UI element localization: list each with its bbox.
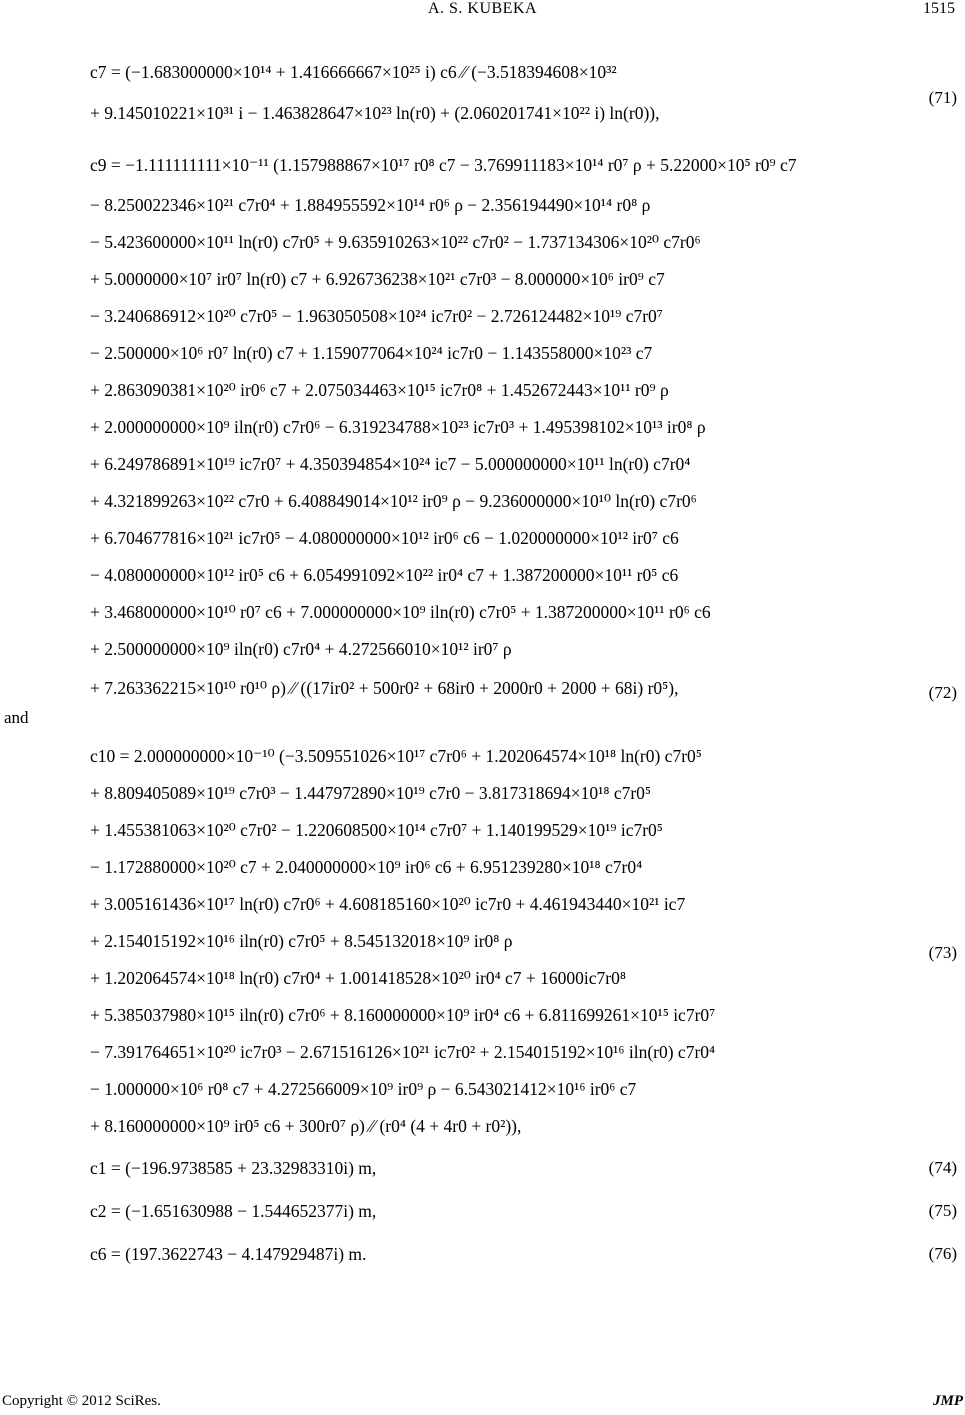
equation-number: (75) bbox=[928, 1201, 957, 1220]
running-header: A. S. KUBEKA bbox=[427, 0, 538, 17]
equation-line: − 1.000000×10⁶ r0⁸ c7 + 4.272566009×10⁹ ir0⁹ ρ − 6.543021412×10¹⁶ ir0⁶ c7 bbox=[90, 1079, 637, 1099]
equation-line: c9 = −1.111111111×10⁻¹¹ (1.157988867×10¹⁷ r0⁸ c7 − 3.769911183×10¹⁴ r0⁷ ρ + 5.22000×10⁵ r0⁹ c7 bbox=[90, 155, 797, 175]
equation-line: + 1.202064574×10¹⁸ ln(r0) c7r0⁴ + 1.001418528×10²⁰ ir0⁴ c7 + 16000ic7r0⁸ bbox=[90, 968, 626, 988]
connector-text: and bbox=[4, 708, 29, 727]
equation-line: + 2.154015192×10¹⁶ iln(r0) c7r0⁵ + 8.545132018×10⁹ ir0⁸ ρ bbox=[90, 931, 513, 951]
equation-number: (76) bbox=[928, 1244, 957, 1263]
equation-number: (73) bbox=[928, 943, 957, 962]
equation-line: + 6.704677816×10²¹ ic7r0⁵ − 4.080000000×10¹² ir0⁶ c6 − 1.020000000×10¹² ir0⁷ c6 bbox=[90, 528, 679, 548]
equation-line: + 8.809405089×10¹⁹ c7r0³ − 1.447972890×10¹⁹ c7r0 − 3.817318694×10¹⁸ c7r0⁵ bbox=[90, 783, 652, 803]
equation-line: − 3.240686912×10²⁰ c7r0⁵ − 1.963050508×10²⁴ ic7r0² − 2.726124482×10¹⁹ c7r0⁷ bbox=[90, 306, 663, 326]
equation-line: + 6.249786891×10¹⁹ ic7r0⁷ + 4.350394854×10²⁴ ic7 − 5.000000000×10¹¹ ln(r0) c7r0⁴ bbox=[90, 454, 691, 474]
equation-number: (74) bbox=[928, 1158, 957, 1177]
equation-line: + 2.000000000×10⁹ iln(r0) c7r0⁶ − 6.319234788×10²³ ic7r0³ + 1.495398102×10¹³ ir0⁸ ρ bbox=[90, 417, 706, 437]
equation-line: + 4.321899263×10²² c7r0 + 6.408849014×10¹² ir0⁹ ρ − 9.236000000×10¹⁰ ln(r0) c7r0⁶ bbox=[90, 491, 697, 511]
equation-line: + 2.500000000×10⁹ iln(r0) c7r0⁴ + 4.272566010×10¹² ir0⁷ ρ bbox=[90, 639, 512, 659]
equation-line: c10 = 2.000000000×10⁻¹⁰ (−3.509551026×10¹⁷ c7r0⁶ + 1.202064574×10¹⁸ ln(r0) c7r0⁵ bbox=[90, 746, 702, 766]
equation-line: − 5.423600000×10¹¹ ln(r0) c7r0⁵ + 9.635910263×10²² c7r0² − 1.737134306×10²⁰ c7r0⁶ bbox=[90, 232, 701, 252]
equation-number: (71) bbox=[928, 88, 957, 107]
equation-line: + 9.145010221×10³¹ i − 1.463828647×10²³ ln(r0) + (2.060201741×10²² i) ln(r0)), bbox=[90, 103, 660, 123]
equation-line: + 5.0000000×10⁷ ir0⁷ ln(r0) c7 + 6.926736238×10²¹ c7r0³ − 8.000000×10⁶ ir0⁹ c7 bbox=[90, 269, 665, 289]
equation-line: + 3.005161436×10¹⁷ ln(r0) c7r0⁶ + 4.608185160×10²⁰ ic7r0 + 4.461943440×10²¹ ic7 bbox=[90, 894, 686, 914]
equation-line: − 4.080000000×10¹² ir0⁵ c6 + 6.054991092×10²² ir0⁴ c7 + 1.387200000×10¹¹ r0⁵ c6 bbox=[90, 565, 679, 585]
equation-line: c2 = (−1.651630988 − 1.544652377i) m, bbox=[90, 1201, 377, 1221]
equation-line: − 7.391764651×10²⁰ ic7r0³ − 2.671516126×10²¹ ic7r0² + 2.154015192×10¹⁶ iln(r0) c7r0⁴ bbox=[90, 1042, 716, 1062]
equation-line: − 1.172880000×10²⁰ c7 + 2.040000000×10⁹ ir0⁶ c6 + 6.951239280×10¹⁸ c7r0⁴ bbox=[90, 857, 643, 877]
equation-line: c6 = (197.3622743 − 4.147929487i) m. bbox=[90, 1244, 367, 1264]
copyright-notice: Copyright © 2012 SciRes. bbox=[2, 1393, 161, 1409]
equation-line: + 7.263362215×10¹⁰ r0¹⁰ ρ) ⁄⁄ ((17ir0² + 500r0² + 68ir0 + 2000r0 + 2000 + 68i) r0⁵), bbox=[90, 678, 679, 698]
journal-abbreviation: JMP bbox=[933, 1393, 963, 1409]
equation-line: + 1.455381063×10²⁰ c7r0² − 1.220608500×10¹⁴ c7r0⁷ + 1.140199529×10¹⁹ ic7r0⁵ bbox=[90, 820, 663, 840]
equation-line: + 3.468000000×10¹⁰ r0⁷ c6 + 7.000000000×10⁹ iln(r0) c7r0⁵ + 1.387200000×10¹¹ r0⁶ c6 bbox=[90, 602, 711, 622]
equation-line: − 2.500000×10⁶ r0⁷ ln(r0) c7 + 1.159077064×10²⁴ ic7r0 − 1.143558000×10²³ c7 bbox=[90, 343, 653, 363]
page-number: 1515 bbox=[923, 0, 955, 17]
equation-line: + 5.385037980×10¹⁵ iln(r0) c7r0⁶ + 8.160000000×10⁹ ir0⁴ c6 + 6.811699261×10¹⁵ ic7r0⁷ bbox=[90, 1005, 716, 1025]
equation-line: c1 = (−196.9738585 + 23.32983310i) m, bbox=[90, 1158, 377, 1178]
equation-line: − 8.250022346×10²¹ c7r0⁴ + 1.884955592×10¹⁴ r0⁶ ρ − 2.356194490×10¹⁴ r0⁸ ρ bbox=[90, 195, 651, 215]
equation-number: (72) bbox=[928, 683, 957, 702]
equation-line: + 2.863090381×10²⁰ ir0⁶ c7 + 2.075034463×10¹⁵ ic7r0⁸ + 1.452672443×10¹¹ r0⁹ ρ bbox=[90, 380, 669, 400]
equation-line: c7 = (−1.683000000×10¹⁴ + 1.416666667×10²⁵ i) c6 ⁄⁄ (−3.518394608×10³² bbox=[90, 62, 617, 82]
equation-line: + 8.160000000×10⁹ ir0⁵ c6 + 300r0⁷ ρ) ⁄⁄ (r0⁴ (4 + 4r0 + r0²)), bbox=[90, 1116, 522, 1136]
